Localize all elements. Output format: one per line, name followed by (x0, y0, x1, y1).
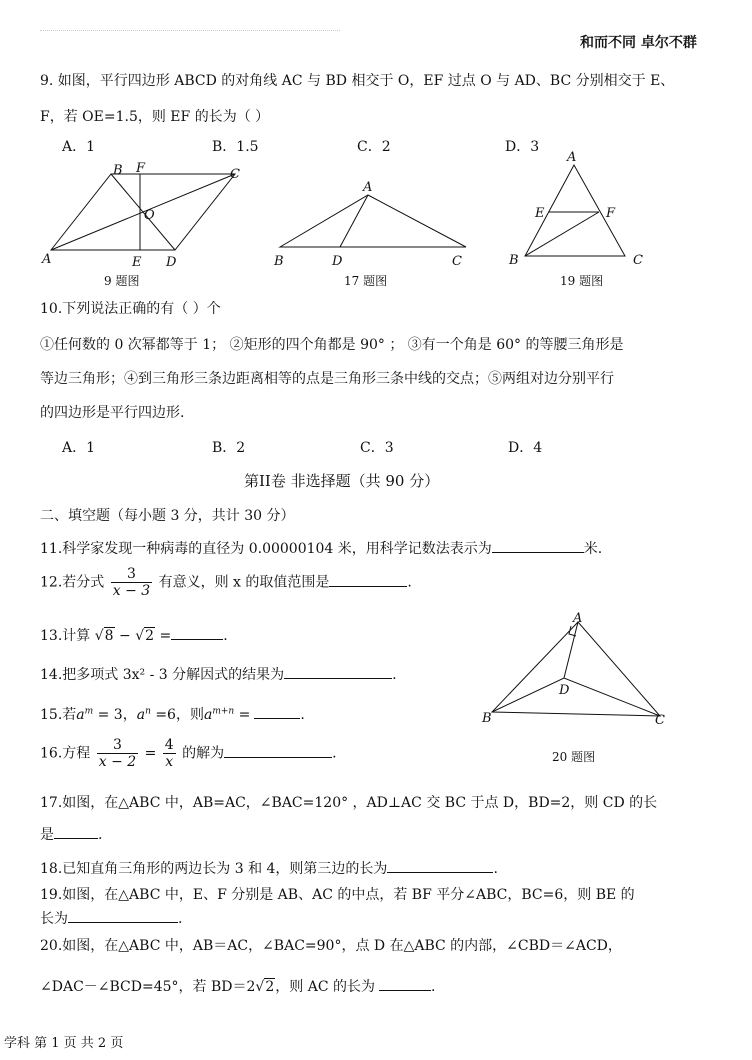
q12-pre: 12.若分式 (40, 574, 105, 591)
q20-line1: 20.如图，在△ABC 中，AB＝AC，∠BAC=90°，点 D 在△ABC 的内部，∠CBD＝∠ACD， (40, 938, 622, 954)
svg-text:A: A (573, 612, 583, 626)
q16-fraction-left (97, 737, 138, 770)
q19-answer-blank[interactable] (68, 908, 178, 923)
q12-fraction (111, 566, 152, 599)
q9-option-b: B．1.5 (212, 139, 259, 155)
q13-expression: √8 − √2 = (94, 628, 172, 644)
q12: 12.若分式 $\frac{3}{x - 3}$ 有意义，则 x 的取值范围是 . (40, 566, 412, 599)
section-part2-heading: 二、填空题（每小题 3 分，共计 30 分） (40, 508, 295, 524)
q20-line2: ∠DAC－∠BCD=45°，若 BD＝2√2，则 AC 的长为 . (40, 976, 435, 996)
q10-line1: ①任何数的 0 次幂都等于 1； ②矩形的四个角都是 90° ； ③有一个角是 60° 的等腰三角形是 (40, 337, 624, 353)
figure-17-caption: 17 题图 (344, 274, 388, 288)
q9-option-a: A．1 (62, 139, 96, 155)
q10-option-b: B．2 (212, 440, 246, 456)
q16-denominator-right: x (165, 754, 174, 770)
svg-text:D: D (166, 255, 177, 270)
q11 (40, 538, 602, 558)
q14: 14.把多项式 3x² - 3 分解因式的结果为 . (40, 664, 397, 684)
svg-text:F: F (136, 161, 146, 176)
q15-exp-mn: m+n (212, 706, 235, 717)
q13: 13.计算 √8 − √2 = . (40, 625, 228, 645)
q16-answer-blank[interactable] (224, 743, 332, 758)
header-rule (40, 30, 340, 33)
q15-mid1: = 3， (93, 707, 137, 723)
q15: 15.若$a^m = 3$，$a^n =6$，则$a^{m+n}$ = . (40, 704, 305, 724)
q9-text-line2: F，若 OE=1.5，则 EF 的长为（ ） (40, 109, 270, 125)
q9-text-line1: 9. 如图，平行四边形 ABCD 的对角线 AC 与 BD 相交于 O，EF 过点 O 与 AD、BC 分别相交于 E、 (40, 73, 675, 89)
q16-pre: 16.方程 (40, 745, 91, 762)
figure-20-caption: 20 题图 (552, 750, 596, 764)
q19-line2-wrap: 长为 . (40, 908, 182, 928)
q19-line1: 19.如图，在△ABC 中，E、F 分别是 AB、AC 的中点，若 BF 平分∠ABC，BC=6，则 BE 的 (40, 887, 635, 903)
q15-answer-blank[interactable] (254, 704, 300, 719)
q15-post: = (234, 707, 251, 723)
figure-9-parallelogram (38, 160, 258, 270)
svg-text:C: C (230, 167, 240, 182)
svg-text:B: B (113, 163, 123, 178)
q20-answer-blank[interactable] (379, 976, 431, 991)
q19-line2: 长为 (40, 911, 68, 927)
q12-denominator: x − 3 (112, 583, 151, 599)
svg-text:B: B (509, 253, 519, 268)
q16-numerator-left: 3 (97, 737, 138, 754)
svg-text:D: D (559, 683, 570, 698)
q10-line2: 等边三角形；④到三角形三条边距离相等的点是三角形三条中线的交点；⑤两组对边分别平行 (40, 371, 614, 387)
q9-option-c: C．2 (357, 139, 391, 155)
q14-text: 14.把多项式 3x² - 3 分解因式的结果为 (40, 667, 285, 683)
q10-option-a: A．1 (62, 440, 96, 456)
q16-denominator-left: x − 2 (98, 754, 137, 770)
svg-text:O: O (144, 208, 155, 223)
q12-post: 有意义，则 x 的取值范围是 (158, 574, 330, 591)
q16-fraction-right (163, 737, 176, 770)
q15-pre: 15.若 (40, 707, 77, 723)
q20-line2c: ，则 AC 的长为 (275, 979, 375, 995)
q13-radicand-a: 8 (104, 628, 114, 644)
q15-mid2: =6，则 (150, 707, 204, 723)
svg-text:F: F (606, 206, 616, 221)
section-title: 第II卷 非选择题（共 90 分） (244, 472, 440, 490)
figure-17-triangle (270, 175, 475, 270)
figure-19-caption: 19 题图 (560, 274, 604, 288)
figure-19-triangle (503, 148, 653, 270)
q16: 16.方程 $\frac{3}{x - 2}$ = $\frac{4}{x}$ 的解为 . (40, 737, 337, 770)
q10-option-d: D．4 (508, 440, 543, 456)
q18-text: 18.已知直角三角形的两边长为 3 和 4，则第三边的长为 (40, 861, 388, 877)
svg-text:C: C (452, 254, 462, 269)
svg-text:E: E (535, 206, 545, 221)
page-footer: 学科 第 1 页 共 2 页 (4, 1036, 124, 1051)
q17-line2-wrap: 是 . (40, 824, 102, 844)
q10-line3: 的四边形是平行四边形. (40, 405, 185, 421)
q18: 18.已知直角三角形的两边长为 3 和 4，则第三边的长为 . (40, 858, 498, 878)
q14-answer-blank[interactable] (284, 664, 392, 679)
svg-text:D: D (332, 254, 343, 269)
q12-numerator: 3 (111, 566, 152, 583)
svg-text:B: B (274, 254, 284, 269)
q11-suffix: 米. (583, 541, 603, 557)
q18-answer-blank[interactable] (387, 858, 493, 873)
q13-pre: 13.计算 (40, 628, 91, 644)
svg-text:A: A (567, 150, 577, 165)
q12-answer-blank[interactable] (329, 572, 407, 587)
svg-text:B: B (482, 711, 492, 726)
figure-20-triangle (478, 612, 678, 727)
figure-9-caption: 9 题图 (104, 274, 140, 288)
svg-text:C: C (633, 253, 643, 268)
q20-radicand: 2 (265, 979, 275, 995)
q11-answer-blank[interactable] (492, 538, 584, 553)
q9-option-d: D．3 (505, 139, 540, 155)
q17-answer-blank[interactable] (54, 824, 98, 839)
q10-text: 10.下列说法正确的有（ ）个 (40, 301, 221, 317)
svg-text:C: C (655, 713, 665, 727)
q17-line2: 是 (40, 827, 54, 843)
q16-numerator-right: 4 (164, 737, 174, 753)
svg-text:A: A (363, 180, 373, 195)
q13-answer-blank[interactable] (171, 625, 223, 640)
q17-line1: 17.如图，在△ABC 中，AB=AC，∠BAC=120° ，AD⊥AC 交 BC 于点 D，BD=2，则 CD 的长 (40, 795, 658, 811)
svg-text:A: A (42, 252, 52, 267)
header-motto: 和而不同 卓尔不群 (580, 35, 697, 51)
q10-option-c: C．3 (360, 440, 394, 456)
q15-exp-m: m (84, 706, 94, 717)
q11-text: 11.科学家发现一种病毒的直径为 0.00000104 米，用科学记数法表示为 (40, 541, 492, 557)
q20-line2a: ∠DAC－∠BCD=45°，若 BD＝2 (40, 979, 256, 995)
q16-post: 的解为 (182, 745, 225, 762)
q13-radicand-b: 2 (145, 628, 155, 644)
svg-text:E: E (132, 255, 142, 270)
q15-exp-n: n (145, 706, 151, 717)
